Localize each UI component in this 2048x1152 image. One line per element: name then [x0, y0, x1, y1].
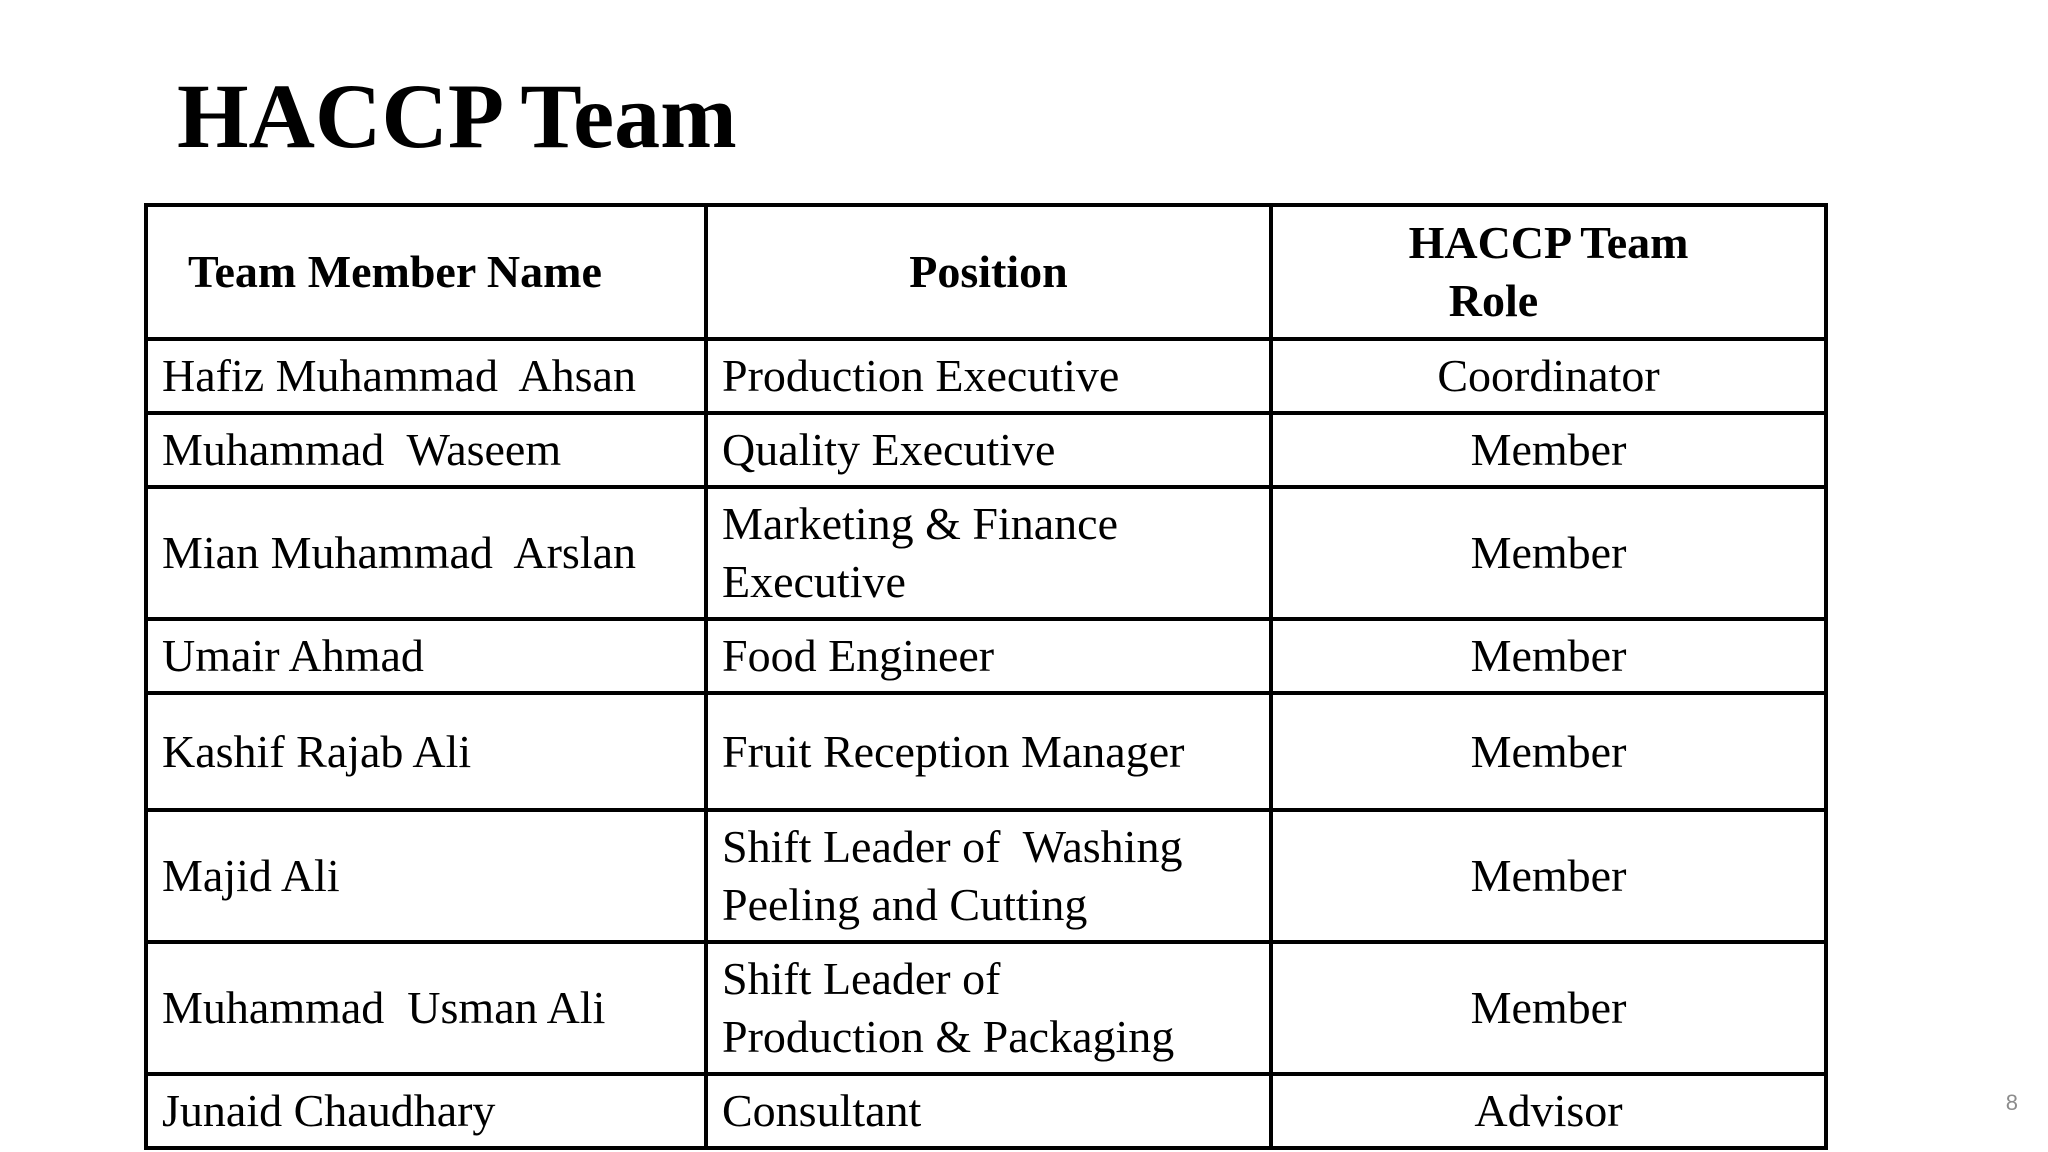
member-position-line1: Fruit Reception Manager	[722, 725, 1185, 777]
table-row	[146, 619, 1826, 693]
member-position	[706, 339, 1271, 413]
member-position	[706, 693, 1271, 810]
member-role: Member	[1271, 487, 1826, 619]
member-position-line1: Production Executive	[722, 350, 1120, 401]
slide-title: HACCP Team	[177, 65, 737, 167]
member-role: Member	[1271, 693, 1826, 810]
member-name: Muhammad Usman Ali	[146, 942, 706, 1074]
member-name: Muhammad Waseem	[146, 413, 706, 487]
table-row	[146, 487, 1826, 619]
table-row	[146, 810, 1826, 942]
column-header-position: Position	[706, 205, 1271, 339]
member-position-line1: Quality Executive	[722, 424, 1056, 475]
member-name: Mian Muhammad Arslan	[146, 487, 706, 619]
member-position-line1: Shift Leader of Washing	[722, 821, 1183, 872]
member-position	[706, 1074, 1271, 1148]
column-header-name: Team Member Name	[146, 205, 706, 339]
member-position	[706, 487, 1271, 619]
table-row	[146, 339, 1826, 413]
column-header-role-line2: Role	[1448, 275, 1539, 326]
member-role: Member	[1271, 619, 1826, 693]
member-role: Member	[1271, 942, 1826, 1074]
column-header-role-line1: HACCP Team	[1408, 217, 1689, 268]
table-row	[146, 942, 1826, 1074]
member-position	[706, 413, 1271, 487]
table-row	[146, 693, 1826, 810]
member-name: Majid Ali	[146, 810, 706, 942]
haccp-team-table	[144, 203, 1828, 1150]
member-name: Umair Ahmad	[146, 619, 706, 693]
member-role: Advisor	[1271, 1074, 1826, 1148]
member-position	[706, 619, 1271, 693]
member-position	[706, 810, 1271, 942]
column-header-role	[1271, 205, 1826, 339]
member-position-line1: Consultant	[722, 1085, 922, 1136]
member-role: Member	[1271, 810, 1826, 942]
table-header-row	[146, 205, 1826, 339]
member-position-line2: Executive	[722, 556, 906, 607]
member-position-line2: Production & Packaging	[722, 1011, 1175, 1062]
member-name: Hafiz Muhammad Ahsan	[146, 339, 706, 413]
member-name: Kashif Rajab Ali	[146, 693, 706, 810]
member-position-line1: Marketing & Finance	[722, 498, 1119, 549]
member-position-line2: Peeling and Cutting	[722, 879, 1088, 930]
member-role: Coordinator	[1271, 339, 1826, 413]
member-role: Member	[1271, 413, 1826, 487]
member-position-line1: Food Engineer	[722, 630, 995, 681]
table-row	[146, 1074, 1826, 1148]
member-name: Junaid Chaudhary	[146, 1074, 706, 1148]
member-position	[706, 942, 1271, 1074]
slide-page-number: 8	[2005, 1090, 2018, 1115]
table-row	[146, 413, 1826, 487]
member-position-line1: Shift Leader of	[722, 953, 1001, 1004]
